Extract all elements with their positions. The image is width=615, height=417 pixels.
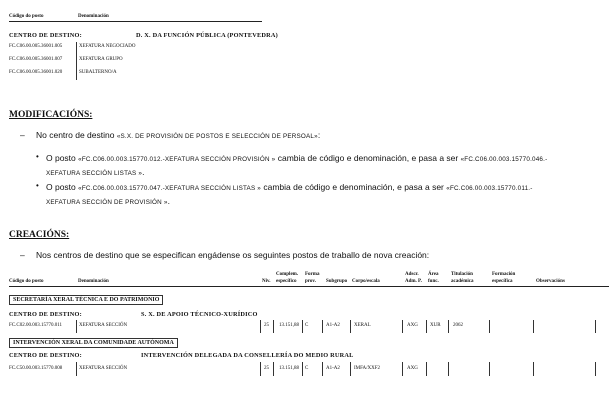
- row-denom: XEFATURA SECCIÓN: [79, 323, 128, 328]
- bullet1-old-post: «FC.C06.00.003.15770.012.-XEFATURA SECCIÓN PROVISIÓN »: [78, 156, 276, 163]
- row-complem: 13.151,88: [279, 366, 299, 371]
- cell-divider: [76, 320, 77, 333]
- row-code: FC.C06.00.005.36001.020: [9, 70, 63, 75]
- row-denom: SUBALTERNO/A: [79, 70, 117, 75]
- row-denom: XEFATURA NEGOCIADO: [79, 44, 136, 49]
- row-forma: C: [305, 323, 309, 328]
- creacions-intro: Nos centros de destino que se especifican engádense os seguintes postos de traballo de nova creación:: [36, 250, 430, 260]
- cell-divider: [302, 320, 303, 333]
- cell-divider: [402, 320, 403, 333]
- centro-label: CENTRO DE DESTINO:: [9, 352, 82, 359]
- row-corpo: XERAL: [354, 323, 371, 328]
- bullet-marker: •: [36, 181, 39, 190]
- centro-value: S. X. DE APOIO TÉCNICO-XURÍDICO: [141, 311, 258, 318]
- col-header-forma-2: prov.: [305, 279, 316, 284]
- cell-divider: [489, 320, 490, 333]
- bullet-marker: •: [36, 152, 39, 161]
- section-box-label: SECRETARÍA XERAL TÉCNICA E DO PATRIMONIO: [9, 295, 163, 305]
- row-adscr: AXG: [407, 323, 418, 328]
- bullet2-new-post-b: XEFATURA SECCIÓN DE PROVISIÓN »: [46, 199, 168, 206]
- row-area: XUR: [430, 323, 441, 328]
- col-header-adscr-2: Adm. P.: [405, 279, 422, 284]
- cell-divider: [273, 320, 274, 333]
- header-rule: [9, 21, 262, 22]
- header-denomination: Denominación: [78, 14, 109, 19]
- cell-divider: [595, 362, 596, 376]
- dash-marker: –: [20, 250, 25, 260]
- dash-marker: –: [20, 130, 25, 140]
- row-subgrupo: A1-A2: [326, 366, 340, 371]
- cell-divider: [448, 362, 449, 376]
- centro-label: CENTRO DE DESTINO:: [9, 32, 82, 39]
- row-code: FC.C06.00.005.36001.007: [9, 57, 63, 62]
- modificacions-heading: MODIFICACIÓNS:: [9, 110, 93, 120]
- col-header-area-2: func.: [428, 279, 439, 284]
- col-header-formacion-1: Formación: [492, 272, 516, 277]
- row-denom: XEFATURA GRUPO: [79, 57, 123, 62]
- bullet2-prefix: O posto: [46, 182, 79, 192]
- col-header-area-1: Área: [428, 272, 439, 277]
- header-rule: [9, 286, 609, 287]
- bullet1-new-post-a: «FC.C06.00.003.15770.046.-: [460, 156, 548, 163]
- bullet1-middle: cambia de código e denominación, e pasa a ser: [275, 153, 461, 163]
- row-forma: C: [305, 366, 309, 371]
- row-complem: 13.151,88: [279, 323, 299, 328]
- cell-divider: [302, 362, 303, 376]
- row-denom: XEFATURA SECCIÓN: [79, 366, 128, 371]
- col-header-observacions: Observacións: [536, 279, 565, 284]
- row-niv: 25: [264, 366, 269, 371]
- bullet1-prefix: O posto: [46, 153, 79, 163]
- cell-divider: [260, 362, 261, 376]
- col-header-formacion-2: específica: [492, 279, 513, 284]
- cell-divider: [402, 362, 403, 376]
- row-corpo: IMFA/XXF2: [354, 366, 381, 371]
- modification-bullet-1: [46, 152, 547, 180]
- cell-divider: [426, 362, 427, 376]
- cell-divider: [595, 320, 596, 333]
- cell-divider: [533, 320, 534, 333]
- col-header-niv: Niv.: [262, 279, 271, 284]
- creacions-heading: CREACIÓNS:: [9, 230, 70, 240]
- cell-divider: [426, 320, 427, 333]
- row-subgrupo: A1-A2: [326, 323, 340, 328]
- intro-caps: «S.X. DE PROVISIÓN DE POSTOS E SELECCIÓN DE PERSOAL»: [116, 133, 318, 140]
- centro-value: INTERVENCIÓN DELEGADA DA CONSELLERÍA DO MEDIO RURAL: [141, 352, 354, 359]
- cell-divider: [350, 320, 351, 333]
- bullet2-new-post-a: «FC.C06.00.003.15770.011.-: [446, 185, 533, 192]
- col-header-titulacion-2: académica: [451, 279, 474, 284]
- col-header-corpo: Corpo/escala: [352, 279, 380, 284]
- modificacions-intro: [36, 130, 320, 140]
- bullet1-end: .: [142, 167, 145, 177]
- bullet2-old-post: «FC.C06.00.003.15770.047.-XEFATURA SECCIÓN LISTAS »: [78, 185, 262, 192]
- bullet2-middle: cambia de código e denominación, e pasa a ser: [261, 182, 447, 192]
- centro-label: CENTRO DE DESTINO:: [9, 311, 82, 318]
- cell-divider: [273, 362, 274, 376]
- intro-prefix: No centro de destino: [36, 130, 117, 140]
- row-titulacion: 2062: [453, 323, 463, 328]
- cell-divider: [322, 320, 323, 333]
- cell-divider: [260, 320, 261, 333]
- column-divider: [76, 42, 77, 80]
- row-adscr: AXG: [407, 366, 418, 371]
- col-header-titulacion-1: Titulación: [451, 272, 473, 277]
- intro-suffix: :: [317, 130, 321, 140]
- col-header-code: Código do posto: [9, 279, 44, 284]
- col-header-adscr-1: Adscr.: [405, 272, 419, 277]
- row-code: FC.C02.00.003.15770.011: [9, 323, 63, 328]
- section-box-label: INTERVENCIÓN XERAL DA COMUNIDADE AUTÓNOMA: [9, 338, 178, 348]
- col-header-forma-1: Forma: [305, 272, 320, 277]
- cell-divider: [533, 362, 534, 376]
- col-header-denom: Denominación: [78, 279, 109, 284]
- cell-divider: [448, 320, 449, 333]
- header-code: Código do posto: [9, 14, 44, 19]
- bullet2-end: .: [167, 196, 170, 206]
- col-header-complem-2: específico: [276, 279, 297, 284]
- bullet1-new-post-b: XEFATURA SECCIÓN LISTAS »: [46, 170, 143, 177]
- cell-divider: [489, 362, 490, 376]
- row-code: FC.C50.00.003.15770.008: [9, 366, 63, 371]
- modification-bullet-2: [46, 181, 533, 209]
- cell-divider: [350, 362, 351, 376]
- centro-value: D. X. DA FUNCIÓN PÚBLICA (PONTEVEDRA): [136, 32, 278, 39]
- col-header-complem-1: Complem.: [276, 272, 299, 277]
- cell-divider: [322, 362, 323, 376]
- cell-divider: [76, 362, 77, 376]
- row-niv: 25: [264, 323, 269, 328]
- col-header-subgrupo: Subgrupo: [326, 279, 348, 284]
- row-code: FC.C06.00.005.36001.005: [9, 44, 63, 49]
